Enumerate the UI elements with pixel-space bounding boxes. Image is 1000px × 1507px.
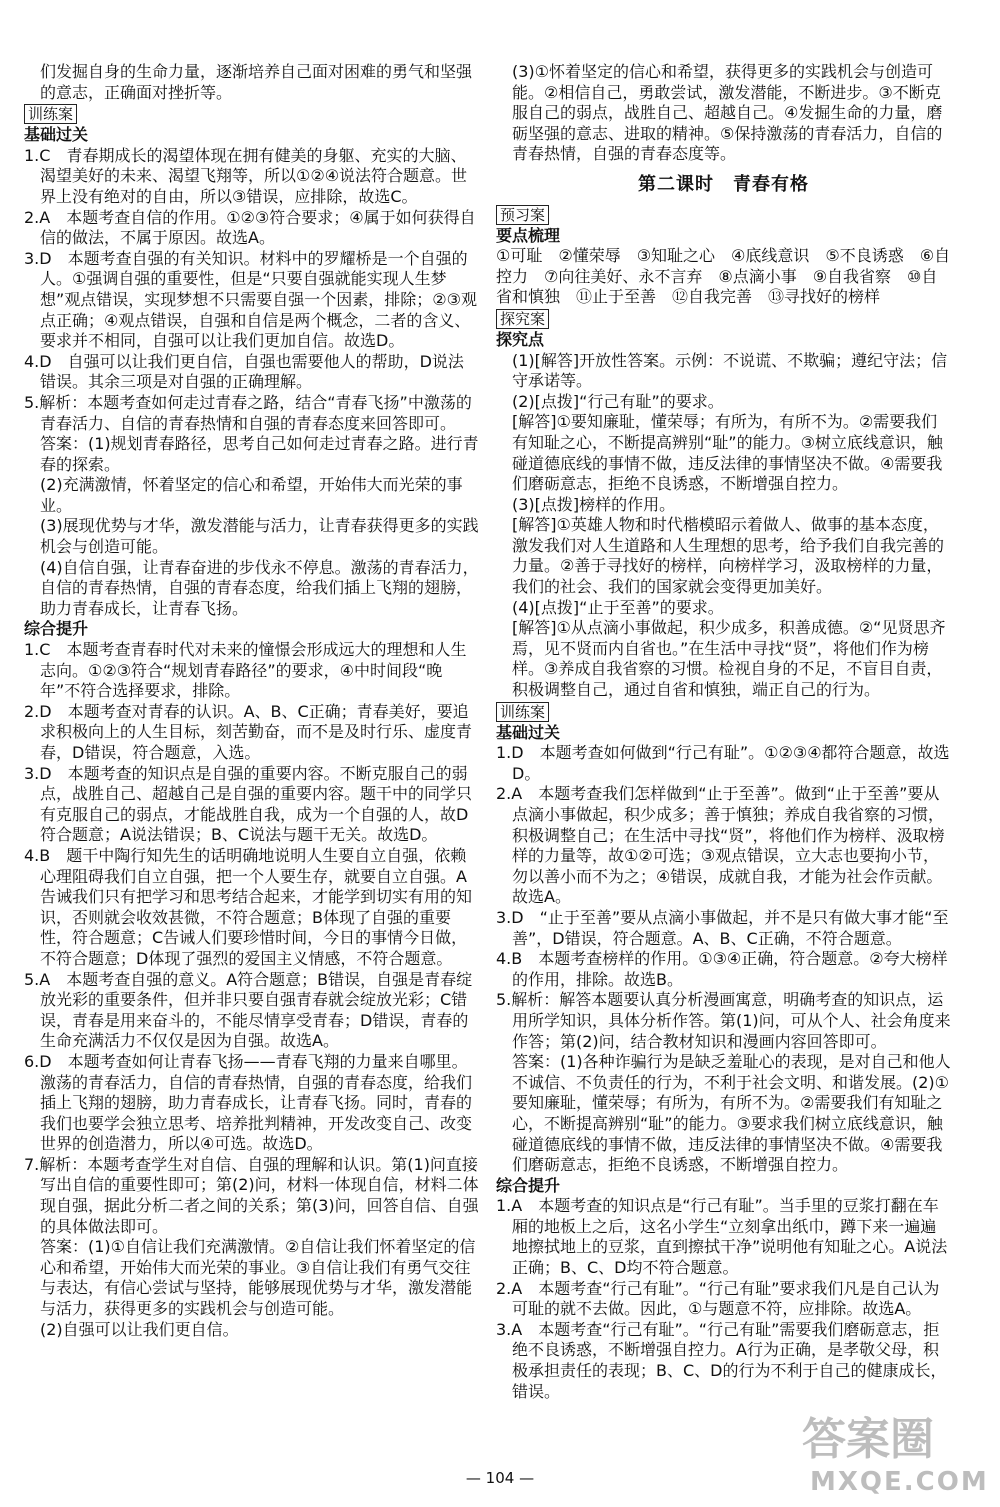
answer-paragraph: 4.D 自强可以让我们更自信，自强也需要他人的帮助，D说法错误。其余三项是对自强的正确理解。 bbox=[24, 351, 464, 392]
answer-paragraph: 1.A 本题考查的知识点是“行己有耻”。当手里的豆浆打翻在车厢的地板上之后，这名小学生“立刻拿出纸巾，蹲下来一遍遍地擦拭地上的豆浆，直到擦拭干净”说明他有知耻之心。A说法正确；B、C、D均不符合题意。 bbox=[496, 1196, 948, 1278]
right-column bbox=[496, 62, 951, 1402]
answer-paragraph: 7.解析：本题考查学生对自信、自强的理解和认识。第(1)问直接写出自信的重要性即可；第(2)问，材料一体现自信，材料二体现自强，据此分析二者之间的关系；第(3)问，回答自信、自强的具体做法即可。 bbox=[24, 1154, 479, 1236]
section-heading: 要点梳理 bbox=[496, 225, 561, 245]
lesson-title: 第二课时 青春有格 bbox=[638, 173, 809, 195]
answer-paragraph: 2.D 本题考查对青春的认识。A、B、C正确；青春美好，要追求积极向上的人生目标，刻苦勤奋，而不是及时行乐、虚度青春，D错误，符合题意，入选。 bbox=[24, 701, 473, 762]
section-box bbox=[496, 308, 951, 330]
answer-paragraph: 5.解析：本题考查如何走过青春之路，结合“青春飞扬”中激荡的青春活力、自信的青春热情和自强的青春态度来回答即可。 bbox=[24, 392, 472, 433]
section-box-label: 训练案 bbox=[496, 702, 549, 722]
section-box bbox=[496, 204, 951, 226]
watermark-line1: 答案圈 bbox=[802, 1414, 934, 1465]
answer-paragraph: (2)[点拨]“行己有耻”的要求。 bbox=[512, 391, 724, 411]
section-heading: 综合提升 bbox=[496, 1175, 561, 1195]
answer-paragraph: 4.B 题干中陶行知先生的话明确地说明人生要自立自强，依赖心理阻碍我们自立自强，把一个人要生存，就要自立自强。A告诫我们只有把学习和思考结合起来，才能学到切实有用的知识，否则就会收效甚微，不符合题意；B体现了自强的重要性，符合题意；C告诫人们要珍惜时间，今日的事情今日做，不符合题意；D体现了强烈的爱国主义情感，不符合题意。 bbox=[24, 845, 473, 968]
section-heading: 探究点 bbox=[496, 329, 545, 349]
watermark-logo bbox=[792, 1402, 992, 1502]
answer-paragraph: 6.D 本题考查如何让青春飞扬——青春飞翔的力量来自哪里。激荡的青春活力，自信的青春热情，自强的青春态度，给我们插上飞翔的翅膀，助力青春成长，让青春飞扬。同时，青春的我们也要学会独立思考、培养批判精神，开发改变自己、改变世界的创造潜力，所以④可选。故选D。 bbox=[24, 1051, 473, 1154]
answer-paragraph: (4)[点拨]“止于至善”的要求。 bbox=[512, 597, 724, 617]
answer-paragraph: (1)[解答]开放性答案。示例：不说谎、不欺骗；遵纪守法；信守承诺等。 bbox=[512, 350, 948, 391]
section-box-label: 探究案 bbox=[496, 309, 549, 329]
section-box bbox=[496, 701, 951, 723]
answer-paragraph: (4)自信自强，让青春奋进的步伐永不停息。激荡的青春活力，自信的青春热情，自强的青春态度，给我们插上飞翔的翅膀，助力青春成长，让青春飞扬。 bbox=[40, 557, 479, 618]
answer-paragraph: 3.D 本题考查自强的有关知识。材料中的罗耀桥是一个自强的人。①强调自强的重要性，但是“只要自强就能实现人生梦想”观点错误，实现梦想不只需要自强一个因素，排除；②③观点正确；④观点错误，自强和自信是两个概念，二者的含义、要求并不相同，自强可以让我们更加自信。故选D。 bbox=[24, 248, 477, 351]
left-column bbox=[24, 62, 479, 1340]
answer-paragraph: [解答]①要知廉耻，懂荣辱；有所为，有所不为。②需要我们有知耻之心，不断提高辨别“耻”的能力。③树立底线意识，触碰道德底线的事情不做，违反法律的事情坚决不做。④需要我们磨砺意志，拒绝不良诱惑，不断增强自控力。 bbox=[512, 412, 943, 494]
answer-paragraph: (2)充满激情，怀着坚定的信心和希望，开始伟大而光荣的事业。 bbox=[40, 475, 463, 515]
answer-paragraph: [解答]①从点滴小事做起，积少成多，积善成德。②“见贤思齐焉，见不贤而内自省也。”在生活中寻找“贤”，将他们作为榜样。③养成自我省察的习惯。检视自身的不足，不盲目自责，积极调整自己，通过自省和慎独，端正自己的行为。 bbox=[512, 618, 946, 700]
section-box-label: 训练案 bbox=[24, 104, 77, 124]
answer-paragraph: (3)[点拨]榜样的作用。 bbox=[512, 494, 676, 514]
answer-paragraph: ①可耻 ②懂荣辱 ③知耻之心 ④底线意识 ⑤不良诱惑 ⑥自控力 ⑦向往美好、永不言弃 ⑧点滴小事 ⑨自我省察 ⑩自省和慎独 ⑪止于至善 ⑫自我完善 ⑬寻找好的榜样 bbox=[496, 246, 951, 307]
section-box bbox=[24, 103, 479, 125]
answer-paragraph: 2.A 本题考查“行己有耻”。“行己有耻”要求我们凡是自己认为可耻的就不去做。因此，①与题意不符，应排除。故选A。 bbox=[496, 1278, 940, 1319]
section-heading: 综合提升 bbox=[24, 619, 89, 639]
section-box-label: 预习案 bbox=[496, 205, 549, 225]
answer-paragraph: (3)①怀着坚定的信心和希望，获得更多的实践机会与创造可能。②相信自己，勇敢尝试，激发潜能，不断进步。③不断克服自己的弱点，战胜自己、超越自己。④发掘生命的力量，磨砺坚强的意志、进取的精神。⑤保持激荡的青春活力，自信的青春热情，自强的青春态度等。 bbox=[512, 62, 943, 164]
answer-paragraph: 5.解析：解答本题要认真分析漫画寓意，明确考查的知识点，运用所学知识，具体分析作答。第(1)问，可从个人、社会角度来作答；第(2)问，结合教材知识和漫画内容回答即可。 bbox=[496, 990, 951, 1051]
answer-paragraph: (3)展现优势与才华，激发潜能与活力，让青春获得更多的实践机会与创造可能。 bbox=[40, 516, 479, 557]
section-heading: 基础过关 bbox=[496, 722, 561, 742]
answer-paragraph: 1.D 本题考查如何做到“行己有耻”。①②③④都符合题意，故选D。 bbox=[496, 743, 950, 783]
answer-paragraph: 1.C 本题考查青春时代对未来的憧憬会形成远大的理想和人生志向。①②③符合“规划青春路径”的要求，④中时间段“晚年”不符合选择要求，排除。 bbox=[24, 640, 467, 701]
answer-paragraph: 3.D 本题考查的知识点是自强的重要内容。不断克服自己的弱点，战胜自己、超越自己是自强的重要内容。题干中的同学只有克服自己的弱点，才能战胜自我，成为一个自强的人，故D符合题意；A说法错误；B、C说法与题干无关。故选D。 bbox=[24, 763, 473, 845]
answer-paragraph: 2.A 本题考查自信的作用。①②③符合要求；④属于如何获得自信的做法，不属于原因。故选A。 bbox=[24, 207, 476, 248]
answer-paragraph: 4.B 本题考查榜样的作用。①③④正确，符合题意。②夸大榜样的作用，排除。故选B。 bbox=[496, 949, 948, 989]
section-heading: 基础过关 bbox=[24, 125, 89, 145]
answer-paragraph: 们发掘自身的生命力量，逐渐培养自己面对困难的勇气和坚强的意志，正确面对挫折等。 bbox=[40, 62, 473, 102]
answer-paragraph: (2)自强可以让我们更自信。 bbox=[40, 1319, 239, 1339]
watermark-line2: MXQE.COM bbox=[810, 1467, 989, 1497]
answer-paragraph: 答案：(1)规划青春路径，思考自己如何走过青春之路。进行青春的探索。 bbox=[40, 434, 479, 474]
answer-paragraph: 1.C 青春期成长的渴望体现在拥有健美的身躯、充实的大脑、渴望美好的未来、渴望飞翔等，所以①②④说法符合题意。世界上没有绝对的自由，所以③错误，应排除，故选C。 bbox=[24, 145, 468, 206]
answer-paragraph: 5.A 本题考查自强的意义。A符合题意；B错误，自强是青春绽放光彩的重要条件，但并非只要自强青春就会绽放光彩；C错误，青春是用来奋斗的，不能尽情享受青春；D错误，青春的生命充满活力不仅仅是因为自强。故选A。 bbox=[24, 969, 473, 1051]
answer-paragraph: 3.A 本题考查“行己有耻”。“行己有耻”需要我们磨砺意志，拒绝不良诱惑，不断增强自控力。A行为正确，是孝敬父母，积极承担责任的表现；B、C、D的行为不利于自己的健康成长，错误。 bbox=[496, 1319, 947, 1401]
answer-paragraph: [解答]①英雄人物和时代楷模昭示着做人、做事的基本态度，激发我们对人生道路和人生理想的思考，给予我们自我完善的力量。②善于寻找好的榜样，向榜样学习，汲取榜样的力量，我们的社会、我们的国家就会变得更加美好。 bbox=[512, 515, 945, 597]
answer-paragraph: 3.D “止于至善”要从点滴小事做起，并不是只有做大事才能“至善”，D错误，符合题意。A、B、C正确，不符合题意。 bbox=[496, 907, 949, 948]
page-number: — 104 — bbox=[465, 1469, 535, 1487]
answer-paragraph: 2.A 本题考查我们怎样做到“止于至善”。做到“止于至善”要从点滴小事做起，积少成多；善于慎独；养成自我省察的习惯，积极调整自己；在生活中寻找“贤”，将他们作为榜样、汲取榜样的力量等，故①②可选；③观点错误，立大志也要拘小节，勿以善小而不为之；④错误，成就自我，才能为社会作贡献。故选A。 bbox=[496, 784, 945, 907]
answer-paragraph: 答案：(1)①自信让我们充满激情。②自信让我们怀着坚定的信心和希望，开始伟大而光荣的事业。③自信让我们有勇气交往与表达，有信心尝试与坚持，能够展现优势与才华，激发潜能与活力，获得更多的实践机会与创造可能。 bbox=[40, 1237, 476, 1319]
answer-paragraph: 答案：(1)各种诈骗行为是缺乏羞耻心的表现，是对自己和他人不诚信、不负责任的行为，不利于社会文明、和谐发展。(2)①要知廉耻，懂荣辱；有所为，有所不为。②需要我们有知耻之心，不断提高辨别“耻”的能力。③要求我们树立底线意识，触碰道德底线的事情不做，违反法律的事情坚决不做。④需要我们磨砺意志，拒绝不良诱惑，不断增强自控力。 bbox=[512, 1052, 951, 1175]
